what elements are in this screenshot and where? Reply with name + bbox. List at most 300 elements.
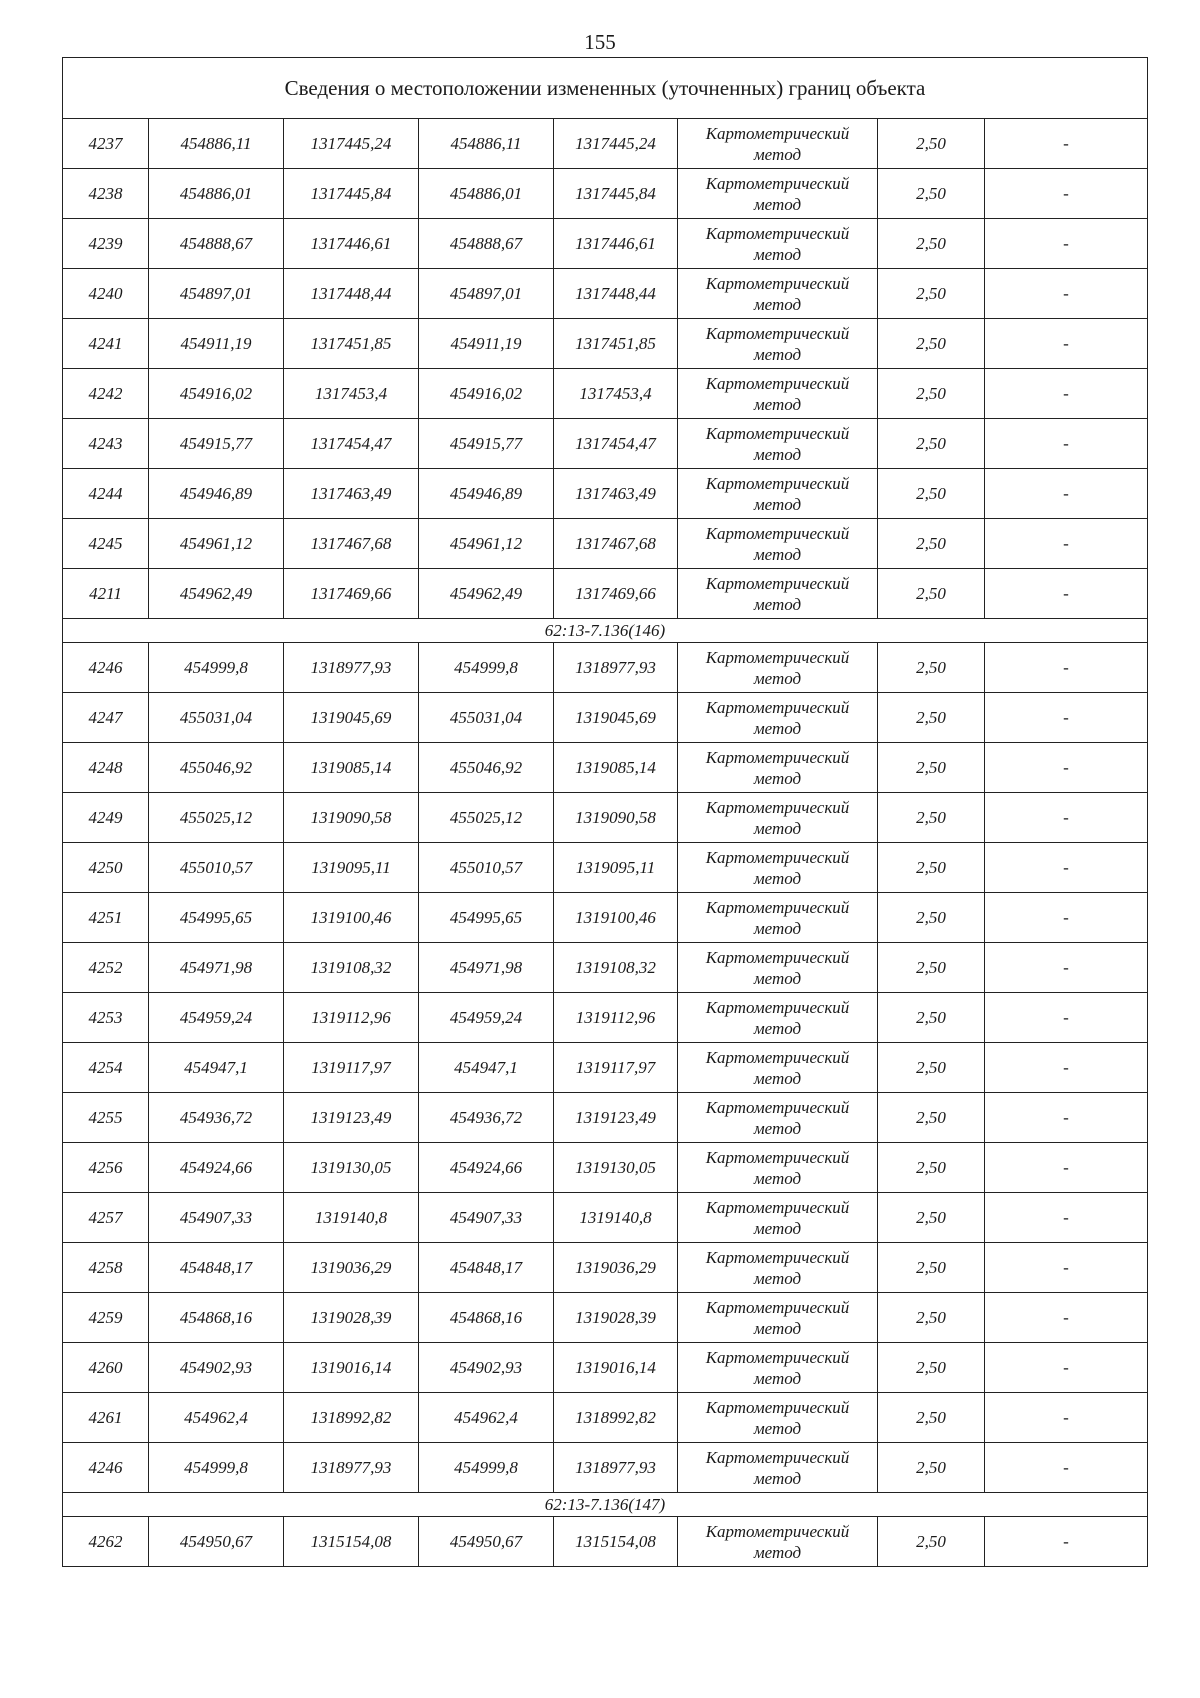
y-existing-cell: 1319100,46	[284, 893, 419, 943]
x-existing-cell: 455025,12	[149, 793, 284, 843]
table-row	[63, 1293, 1148, 1343]
y-refined-cell: 1319117,97	[554, 1043, 678, 1093]
method-name-line1: Картометрический	[705, 1247, 850, 1267]
y-existing-cell: 1319036,29	[284, 1243, 419, 1293]
point-number-cell: 4262	[63, 1517, 149, 1567]
y-refined-cell: 1317445,24	[554, 119, 678, 169]
accuracy-cell: 2,50	[878, 643, 985, 693]
method-name-line2: метод	[753, 768, 802, 788]
method-cell	[678, 1093, 878, 1143]
accuracy-cell: 2,50	[878, 693, 985, 743]
y-existing-cell: 1318977,93	[284, 643, 419, 693]
point-number-cell: 4255	[63, 1093, 149, 1143]
point-number-cell: 4259	[63, 1293, 149, 1343]
accuracy-cell: 2,50	[878, 219, 985, 269]
point-number-cell: 4251	[63, 893, 149, 943]
table-row	[63, 1093, 1148, 1143]
x-refined-cell: 454950,67	[419, 1517, 554, 1567]
section-header-row	[63, 1493, 1148, 1517]
x-existing-cell: 454902,93	[149, 1343, 284, 1393]
method-name-line1: Картометрический	[705, 373, 850, 393]
point-number-cell: 4252	[63, 943, 149, 993]
x-existing-cell: 454936,72	[149, 1093, 284, 1143]
method-name-line2: метод	[753, 444, 802, 464]
table-title-row	[63, 58, 1148, 119]
point-number-cell: 4261	[63, 1393, 149, 1443]
point-number-cell: 4243	[63, 419, 149, 469]
method-name-line2: метод	[753, 194, 802, 214]
point-number-cell: 4244	[63, 469, 149, 519]
x-existing-cell: 454962,4	[149, 1393, 284, 1443]
method-name-line1: Картометрический	[705, 1047, 850, 1067]
description-cell: -	[985, 1093, 1148, 1143]
point-number-cell: 4256	[63, 1143, 149, 1193]
method-name-line1: Картометрический	[705, 273, 850, 293]
description-cell: -	[985, 119, 1148, 169]
method-name-line1: Картометрический	[705, 1197, 850, 1217]
description-cell: -	[985, 943, 1148, 993]
table-row	[63, 469, 1148, 519]
accuracy-cell: 2,50	[878, 1143, 985, 1193]
description-cell: -	[985, 1343, 1148, 1393]
x-refined-cell: 455010,57	[419, 843, 554, 893]
y-refined-cell: 1319140,8	[554, 1193, 678, 1243]
y-existing-cell: 1319045,69	[284, 693, 419, 743]
table-row	[63, 993, 1148, 1043]
table-row	[63, 169, 1148, 219]
method-cell	[678, 169, 878, 219]
y-existing-cell: 1319095,11	[284, 843, 419, 893]
method-name-line1: Картометрический	[705, 947, 850, 967]
y-existing-cell: 1319085,14	[284, 743, 419, 793]
y-refined-cell: 1317454,47	[554, 419, 678, 469]
point-number-cell: 4248	[63, 743, 149, 793]
description-cell: -	[985, 643, 1148, 693]
x-existing-cell: 454916,02	[149, 369, 284, 419]
accuracy-cell: 2,50	[878, 1343, 985, 1393]
y-refined-cell: 1317451,85	[554, 319, 678, 369]
y-existing-cell: 1319112,96	[284, 993, 419, 1043]
y-refined-cell: 1319016,14	[554, 1343, 678, 1393]
y-refined-cell: 1319028,39	[554, 1293, 678, 1343]
y-existing-cell: 1317445,24	[284, 119, 419, 169]
method-cell	[678, 1243, 878, 1293]
method-name-line1: Картометрический	[705, 897, 850, 917]
description-cell: -	[985, 1243, 1148, 1293]
method-name-line1: Картометрический	[705, 1521, 850, 1541]
method-name-line1: Картометрический	[705, 1297, 850, 1317]
x-refined-cell: 454946,89	[419, 469, 554, 519]
method-name-line2: метод	[753, 1542, 802, 1562]
method-name-line2: метод	[753, 144, 802, 164]
y-existing-cell: 1317445,84	[284, 169, 419, 219]
method-name-line2: метод	[753, 718, 802, 738]
method-cell	[678, 1293, 878, 1343]
accuracy-cell: 2,50	[878, 1517, 985, 1567]
method-cell	[678, 893, 878, 943]
y-refined-cell: 1319045,69	[554, 693, 678, 743]
x-existing-cell: 454946,89	[149, 469, 284, 519]
method-name-line1: Картометрический	[705, 647, 850, 667]
table-title: Сведения о местоположении измененных (уточненных) границ объекта	[63, 58, 1148, 119]
point-number-cell: 4238	[63, 169, 149, 219]
x-existing-cell: 454961,12	[149, 519, 284, 569]
description-cell: -	[985, 369, 1148, 419]
description-cell: -	[985, 1293, 1148, 1343]
accuracy-cell: 2,50	[878, 169, 985, 219]
method-cell	[678, 219, 878, 269]
y-refined-cell: 1315154,08	[554, 1517, 678, 1567]
x-refined-cell: 454886,11	[419, 119, 554, 169]
x-existing-cell: 454947,1	[149, 1043, 284, 1093]
x-refined-cell: 454999,8	[419, 1443, 554, 1493]
y-existing-cell: 1317451,85	[284, 319, 419, 369]
method-name-line2: метод	[753, 918, 802, 938]
table-row	[63, 943, 1148, 993]
accuracy-cell: 2,50	[878, 993, 985, 1043]
point-number-cell: 4253	[63, 993, 149, 1043]
method-name-line2: метод	[753, 394, 802, 414]
x-refined-cell: 454936,72	[419, 1093, 554, 1143]
y-refined-cell: 1317467,68	[554, 519, 678, 569]
method-name-line2: метод	[753, 868, 802, 888]
description-cell: -	[985, 1193, 1148, 1243]
method-name-line2: метод	[753, 344, 802, 364]
method-name-line2: метод	[753, 1018, 802, 1038]
table-row	[63, 1193, 1148, 1243]
x-existing-cell: 454897,01	[149, 269, 284, 319]
accuracy-cell: 2,50	[878, 1243, 985, 1293]
y-refined-cell: 1317469,66	[554, 569, 678, 619]
y-existing-cell: 1317454,47	[284, 419, 419, 469]
x-existing-cell: 454868,16	[149, 1293, 284, 1343]
y-existing-cell: 1319016,14	[284, 1343, 419, 1393]
method-name-line1: Картометрический	[705, 423, 850, 443]
table-row	[63, 793, 1148, 843]
method-name-line2: метод	[753, 1068, 802, 1088]
method-name-line2: метод	[753, 594, 802, 614]
x-existing-cell: 455046,92	[149, 743, 284, 793]
y-existing-cell: 1319028,39	[284, 1293, 419, 1343]
method-cell	[678, 519, 878, 569]
method-name-line1: Картометрический	[705, 697, 850, 717]
accuracy-cell: 2,50	[878, 1193, 985, 1243]
x-existing-cell: 454886,11	[149, 119, 284, 169]
description-cell: -	[985, 843, 1148, 893]
accuracy-cell: 2,50	[878, 519, 985, 569]
method-name-line1: Картометрический	[705, 223, 850, 243]
table-row	[63, 119, 1148, 169]
point-number-cell: 4250	[63, 843, 149, 893]
accuracy-cell: 2,50	[878, 843, 985, 893]
method-name-line2: метод	[753, 968, 802, 988]
method-cell	[678, 643, 878, 693]
x-refined-cell: 454971,98	[419, 943, 554, 993]
method-name-line2: метод	[753, 1268, 802, 1288]
table-row	[63, 743, 1148, 793]
x-existing-cell: 454886,01	[149, 169, 284, 219]
description-cell: -	[985, 169, 1148, 219]
y-existing-cell: 1315154,08	[284, 1517, 419, 1567]
method-cell	[678, 743, 878, 793]
y-existing-cell: 1317469,66	[284, 569, 419, 619]
point-number-cell: 4246	[63, 643, 149, 693]
x-existing-cell: 454962,49	[149, 569, 284, 619]
accuracy-cell: 2,50	[878, 469, 985, 519]
y-existing-cell: 1317453,4	[284, 369, 419, 419]
table-row	[63, 1393, 1148, 1443]
method-cell	[678, 1043, 878, 1093]
x-existing-cell: 454995,65	[149, 893, 284, 943]
point-number-cell: 4240	[63, 269, 149, 319]
x-existing-cell: 454959,24	[149, 993, 284, 1043]
y-refined-cell: 1319085,14	[554, 743, 678, 793]
method-name-line2: метод	[753, 1168, 802, 1188]
x-refined-cell: 454947,1	[419, 1043, 554, 1093]
cadastral-section-label: 62:13-7.136(147)	[63, 1493, 1148, 1517]
x-refined-cell: 454868,16	[419, 1293, 554, 1343]
description-cell: -	[985, 993, 1148, 1043]
y-refined-cell: 1319123,49	[554, 1093, 678, 1143]
table-row	[63, 219, 1148, 269]
x-existing-cell: 454971,98	[149, 943, 284, 993]
method-cell	[678, 1443, 878, 1493]
method-cell	[678, 269, 878, 319]
method-name-line2: метод	[753, 244, 802, 264]
y-existing-cell: 1317446,61	[284, 219, 419, 269]
method-name-line2: метод	[753, 818, 802, 838]
method-name-line2: метод	[753, 668, 802, 688]
point-number-cell: 4254	[63, 1043, 149, 1093]
method-cell	[678, 693, 878, 743]
method-name-line1: Картометрический	[705, 1147, 850, 1167]
x-refined-cell: 455031,04	[419, 693, 554, 743]
x-refined-cell: 454916,02	[419, 369, 554, 419]
method-cell	[678, 419, 878, 469]
method-name-line2: метод	[753, 494, 802, 514]
accuracy-cell: 2,50	[878, 369, 985, 419]
x-refined-cell: 454888,67	[419, 219, 554, 269]
x-refined-cell: 454961,12	[419, 519, 554, 569]
x-existing-cell: 454999,8	[149, 1443, 284, 1493]
description-cell: -	[985, 469, 1148, 519]
method-name-line1: Картометрический	[705, 747, 850, 767]
method-name-line1: Картометрический	[705, 173, 850, 193]
x-existing-cell: 454924,66	[149, 1143, 284, 1193]
point-number-cell: 4249	[63, 793, 149, 843]
table-row	[63, 693, 1148, 743]
x-existing-cell: 455031,04	[149, 693, 284, 743]
y-refined-cell: 1319095,11	[554, 843, 678, 893]
x-refined-cell: 454886,01	[419, 169, 554, 219]
accuracy-cell: 2,50	[878, 1293, 985, 1343]
y-refined-cell: 1317453,4	[554, 369, 678, 419]
x-refined-cell: 454924,66	[419, 1143, 554, 1193]
accuracy-cell: 2,50	[878, 1443, 985, 1493]
accuracy-cell: 2,50	[878, 1393, 985, 1443]
table-row	[63, 1243, 1148, 1293]
y-refined-cell: 1319130,05	[554, 1143, 678, 1193]
method-cell	[678, 1143, 878, 1193]
section-header-row	[63, 619, 1148, 643]
x-refined-cell: 454915,77	[419, 419, 554, 469]
accuracy-cell: 2,50	[878, 119, 985, 169]
accuracy-cell: 2,50	[878, 1093, 985, 1143]
table-row	[63, 893, 1148, 943]
x-refined-cell: 454848,17	[419, 1243, 554, 1293]
x-existing-cell: 454950,67	[149, 1517, 284, 1567]
method-name-line1: Картометрический	[705, 473, 850, 493]
table-row	[63, 369, 1148, 419]
method-cell	[678, 793, 878, 843]
y-refined-cell: 1317448,44	[554, 269, 678, 319]
method-cell	[678, 369, 878, 419]
y-existing-cell: 1319090,58	[284, 793, 419, 843]
x-existing-cell: 454848,17	[149, 1243, 284, 1293]
method-cell	[678, 943, 878, 993]
description-cell: -	[985, 219, 1148, 269]
y-existing-cell: 1319123,49	[284, 1093, 419, 1143]
description-cell: -	[985, 1043, 1148, 1093]
point-number-cell: 4246	[63, 1443, 149, 1493]
accuracy-cell: 2,50	[878, 893, 985, 943]
table-row	[63, 1343, 1148, 1393]
y-existing-cell: 1319117,97	[284, 1043, 419, 1093]
boundary-coordinates-table	[62, 57, 1148, 1567]
method-cell	[678, 843, 878, 893]
method-name-line2: метод	[753, 1418, 802, 1438]
y-refined-cell: 1318977,93	[554, 1443, 678, 1493]
x-refined-cell: 454907,33	[419, 1193, 554, 1243]
method-cell	[678, 1193, 878, 1243]
cadastral-section-label: 62:13-7.136(146)	[63, 619, 1148, 643]
x-refined-cell: 454911,19	[419, 319, 554, 369]
method-name-line2: метод	[753, 544, 802, 564]
method-name-line2: метод	[753, 1318, 802, 1338]
page-number: 155	[584, 30, 616, 54]
description-cell: -	[985, 319, 1148, 369]
point-number-cell: 4258	[63, 1243, 149, 1293]
x-existing-cell: 454888,67	[149, 219, 284, 269]
x-refined-cell: 454902,93	[419, 1343, 554, 1393]
table-row	[63, 1043, 1148, 1093]
table-row	[63, 569, 1148, 619]
accuracy-cell: 2,50	[878, 743, 985, 793]
point-number-cell: 4260	[63, 1343, 149, 1393]
method-name-line1: Картометрический	[705, 797, 850, 817]
x-refined-cell: 454897,01	[419, 269, 554, 319]
table-row	[63, 269, 1148, 319]
table-row	[63, 319, 1148, 369]
y-existing-cell: 1319108,32	[284, 943, 419, 993]
method-cell	[678, 469, 878, 519]
x-existing-cell: 454911,19	[149, 319, 284, 369]
method-name-line2: метод	[753, 294, 802, 314]
y-refined-cell: 1319036,29	[554, 1243, 678, 1293]
y-refined-cell: 1319108,32	[554, 943, 678, 993]
method-cell	[678, 319, 878, 369]
description-cell: -	[985, 1393, 1148, 1443]
method-name-line1: Картометрический	[705, 997, 850, 1017]
method-name-line1: Картометрический	[705, 323, 850, 343]
x-existing-cell: 454999,8	[149, 643, 284, 693]
table-row	[63, 643, 1148, 693]
x-refined-cell: 454995,65	[419, 893, 554, 943]
point-number-cell: 4211	[63, 569, 149, 619]
description-cell: -	[985, 893, 1148, 943]
method-cell	[678, 1517, 878, 1567]
point-number-cell: 4242	[63, 369, 149, 419]
x-refined-cell: 455046,92	[419, 743, 554, 793]
point-number-cell: 4257	[63, 1193, 149, 1243]
method-name-line1: Картометрический	[705, 1447, 850, 1467]
method-name-line2: метод	[753, 1368, 802, 1388]
description-cell: -	[985, 1443, 1148, 1493]
accuracy-cell: 2,50	[878, 569, 985, 619]
method-name-line1: Картометрический	[705, 1097, 850, 1117]
accuracy-cell: 2,50	[878, 793, 985, 843]
y-existing-cell: 1317467,68	[284, 519, 419, 569]
y-refined-cell: 1317463,49	[554, 469, 678, 519]
y-refined-cell: 1318992,82	[554, 1393, 678, 1443]
description-cell: -	[985, 1517, 1148, 1567]
y-refined-cell: 1319100,46	[554, 893, 678, 943]
table-row	[63, 419, 1148, 469]
description-cell: -	[985, 743, 1148, 793]
method-name-line1: Картометрический	[705, 847, 850, 867]
method-name-line1: Картометрический	[705, 1397, 850, 1417]
description-cell: -	[985, 519, 1148, 569]
table-row	[63, 1443, 1148, 1493]
description-cell: -	[985, 269, 1148, 319]
method-cell	[678, 993, 878, 1043]
method-cell	[678, 119, 878, 169]
y-existing-cell: 1319140,8	[284, 1193, 419, 1243]
point-number-cell: 4245	[63, 519, 149, 569]
y-existing-cell: 1317463,49	[284, 469, 419, 519]
method-name-line1: Картометрический	[705, 1347, 850, 1367]
x-existing-cell: 454907,33	[149, 1193, 284, 1243]
y-existing-cell: 1317448,44	[284, 269, 419, 319]
point-number-cell: 4237	[63, 119, 149, 169]
method-name-line2: метод	[753, 1218, 802, 1238]
accuracy-cell: 2,50	[878, 1043, 985, 1093]
x-refined-cell: 454959,24	[419, 993, 554, 1043]
y-refined-cell: 1318977,93	[554, 643, 678, 693]
accuracy-cell: 2,50	[878, 269, 985, 319]
point-number-cell: 4239	[63, 219, 149, 269]
table-row	[63, 1517, 1148, 1567]
description-cell: -	[985, 793, 1148, 843]
method-name-line1: Картометрический	[705, 523, 850, 543]
x-refined-cell: 454999,8	[419, 643, 554, 693]
table-row	[63, 519, 1148, 569]
method-name-line1: Картометрический	[705, 573, 850, 593]
x-refined-cell: 454962,49	[419, 569, 554, 619]
y-refined-cell: 1317446,61	[554, 219, 678, 269]
y-refined-cell: 1317445,84	[554, 169, 678, 219]
method-name-line1: Картометрический	[705, 123, 850, 143]
table-row	[63, 1143, 1148, 1193]
y-refined-cell: 1319090,58	[554, 793, 678, 843]
method-name-line2: метод	[753, 1468, 802, 1488]
x-existing-cell: 455010,57	[149, 843, 284, 893]
x-refined-cell: 454962,4	[419, 1393, 554, 1443]
method-cell	[678, 1343, 878, 1393]
y-refined-cell: 1319112,96	[554, 993, 678, 1043]
method-cell	[678, 569, 878, 619]
description-cell: -	[985, 1143, 1148, 1193]
